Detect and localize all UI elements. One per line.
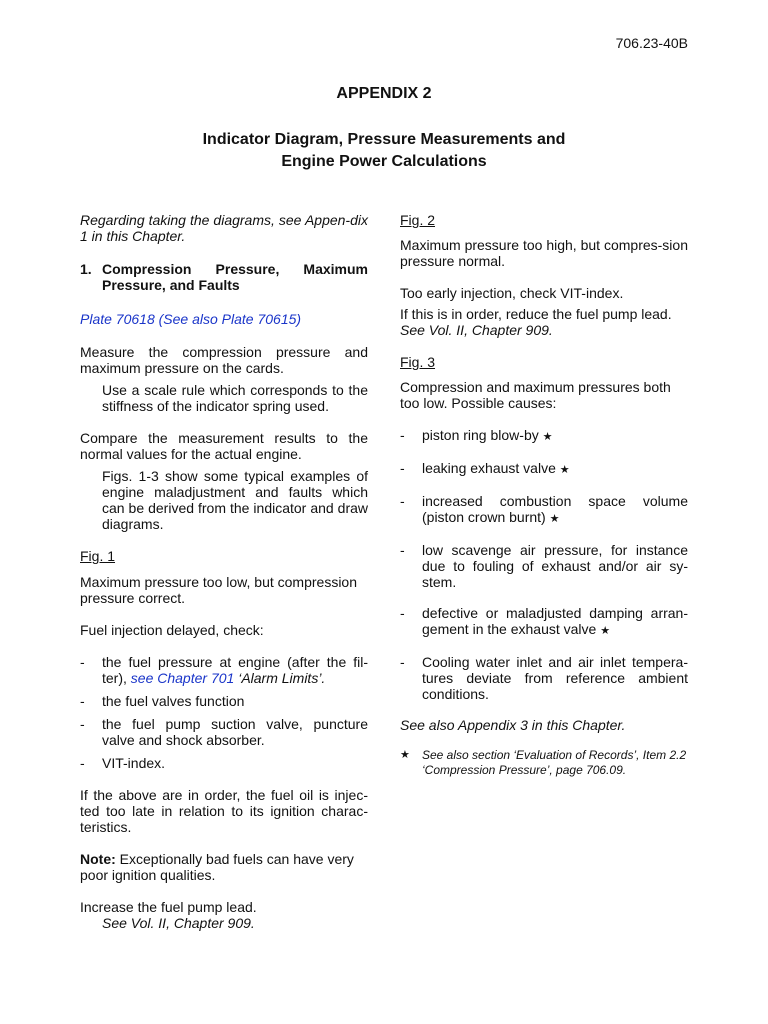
list-dash: - — [400, 542, 405, 558]
list-dash: - — [80, 716, 85, 732]
list-dash: - — [400, 493, 405, 509]
item1-text: the fuel pressure at engine (after the fil-ter), — [102, 654, 368, 686]
fig1-description: Maximum pressure too low, but compression pressure correct. — [80, 574, 357, 606]
if-order-text: If this is in order, reduce the fuel pump lead. — [400, 306, 672, 322]
increase-text: Increase the fuel pump lead. — [80, 899, 257, 915]
list-item — [400, 654, 688, 702]
measure-text: Measure the compression pressure and maximum pressure on the cards. — [80, 344, 368, 376]
list-item — [400, 427, 688, 445]
page-reference: 706.23-40B — [615, 35, 688, 51]
footnote-text: See also section ‘Evaluation of Records’, Item 2.2 ‘Compression Pressure’, page 706.09. — [422, 748, 687, 777]
right-column — [400, 212, 688, 778]
section-heading — [80, 261, 368, 293]
cause1-text: piston ring blow-by — [422, 427, 539, 443]
list-item — [80, 755, 368, 771]
fig3-label: Fig. 3 — [400, 354, 436, 370]
list-dash: - — [80, 693, 85, 709]
section-number: 1. — [80, 261, 92, 277]
item3-text: the fuel pump suction valve, puncture valve and shock absorber. — [102, 716, 368, 748]
early-injection-text: Too early injection, check VIT-index. — [400, 285, 624, 301]
list-dash: - — [400, 460, 405, 476]
figs-text: Figs. 1-3 show some typical examples of engine maladjustment and faults which can be derived from the indicator and draw diagrams. — [102, 468, 368, 532]
cause4-text: low scavenge air pressure, for instance due to fouling of exhaust and/or air sy-stem. — [422, 542, 688, 590]
cause6-text: Cooling water inlet and air inlet tempera-tures deviate from reference ambient conditions. — [422, 654, 688, 702]
star-icon: ★ — [542, 431, 553, 443]
list-item — [400, 460, 688, 478]
list-dash: - — [80, 654, 85, 670]
see-also-text: See also Appendix 3 in this Chapter. — [400, 717, 626, 733]
compare-text: Compare the measurement results to the normal values for the actual engine. — [80, 430, 368, 462]
fig2-description: Maximum pressure too high, but compres-sion pressure normal. — [400, 237, 688, 269]
item2-text: the fuel valves function — [102, 693, 245, 709]
item4-text: VIT-index. — [102, 755, 166, 771]
list-dash: - — [400, 605, 405, 621]
star-icon: ★ — [559, 464, 570, 476]
scale-text: Use a scale rule which corresponds to the stiffness of the indicator spring used. — [102, 382, 368, 414]
list-item — [80, 654, 368, 686]
list-item — [400, 493, 688, 527]
alarm-limits-ref: ‘Alarm Limits’. — [238, 670, 326, 686]
star-icon: ★ — [400, 749, 410, 761]
intro-text: Regarding taking the diagrams, see Appen-dix 1 in this Chapter. — [80, 212, 368, 244]
section-title: Compression Pressure, Maximum Pressure, and Faults — [102, 261, 368, 293]
fig2-label: Fig. 2 — [400, 212, 436, 228]
see-vol-right: See Vol. II, Chapter 909. — [400, 322, 553, 338]
list-item — [80, 693, 368, 709]
list-item — [400, 542, 688, 590]
footnote — [400, 748, 688, 778]
list-dash: - — [80, 755, 85, 771]
cause3-text: increased combustion space volume (piston crown burnt) — [422, 493, 688, 525]
fuel-delayed-text: Fuel injection delayed, check: — [80, 622, 264, 638]
page-title — [0, 129, 768, 173]
list-item — [80, 716, 368, 748]
see-vol-left: See Vol. II, Chapter 909. — [102, 915, 255, 931]
above-text: If the above are in order, the fuel oil is injec-ted too late in relation to its ignition charac-teristics. — [80, 787, 368, 835]
list-item — [400, 605, 688, 639]
note-body: Exceptionally bad fuels can have very poor ignition qualities. — [80, 851, 354, 883]
list-dash: - — [400, 654, 405, 670]
list-dash: - — [400, 427, 405, 443]
fig1-label: Fig. 1 — [80, 548, 116, 564]
cause2-text: leaking exhaust valve — [422, 460, 556, 476]
chapter-701-link[interactable]: see Chapter 701 — [130, 670, 235, 686]
note-text — [80, 851, 368, 883]
title-line-1: Indicator Diagram, Pressure Measurements and — [202, 131, 566, 148]
plate-link[interactable]: Plate 70618 (See also Plate 70615) — [80, 311, 302, 327]
cause5-text: defective or maladjusted damping arran-gement in the exhaust valve — [422, 605, 688, 637]
star-icon: ★ — [549, 513, 560, 525]
appendix-heading: APPENDIX 2 — [336, 85, 432, 102]
note-label: Note: — [80, 851, 116, 867]
star-icon: ★ — [600, 625, 611, 637]
title-line-2: Engine Power Calculations — [281, 153, 487, 170]
fig3-description: Compression and maximum pressures both too low. Possible causes: — [400, 379, 671, 411]
left-column — [80, 212, 368, 931]
